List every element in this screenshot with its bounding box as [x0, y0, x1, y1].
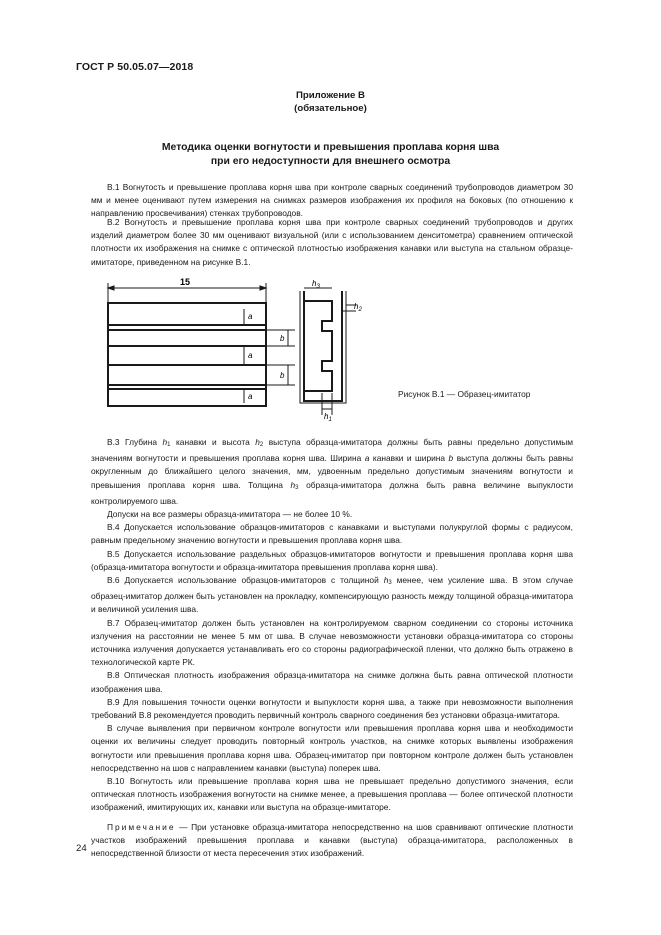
- dim-h3-label: $h_3$: [312, 279, 320, 290]
- paragraph-b7: В.7 Образец-имитатор должен быть установлен на контролируемом сварном соединении со стороны источника излучения на расстоянии не менее 5 мм от шва. В случае невозможности установки образца-имитатора со стороны источника излучения допускается устанавливать его со стороны радиографической пленки, что должно быть отражено в технологической карте РК.: [91, 617, 573, 668]
- paragraph-b3-tolerance: Допуски на все размеры образца-имитатора — не более 10 %.: [107, 509, 353, 520]
- paragraph-b1: В.1 Вогнутость и превышение проплава корня шва при контроле сварных соединений трубопроводов диаметром 30 мм и менее оценивают путем измерения на снимках размеров изображения их профиля на боковых (по отношению к направлению просвечивания) стенках трубопроводов.: [91, 182, 573, 219]
- dim-h2-label: $h_2$: [354, 302, 362, 313]
- paragraph-b5: В.5 Допускается использование раздельных образцов-имитаторов вогнутости и превышения проплава корня шва (образца-имитатора вогнутости и образца-имитатора превышения проплава корня шва).: [91, 548, 573, 572]
- document-header: ГОСТ Р 50.05.07—2018: [76, 61, 194, 73]
- figure-sample-simulator: [100, 273, 480, 423]
- note-paragraph: [91, 821, 573, 861]
- dim-h1-label: $h_1$: [324, 412, 332, 423]
- dim-a-label-2: a: [248, 351, 253, 360]
- paragraph-b9: В.9 Для повышения точности оценки вогнутости и выпуклости корня шва, а также при невозможности выполнения требований В.8 рекомендуется проводить первичный контроль сварного соединения без установки образца-имитатора.: [91, 696, 573, 721]
- note-text: — При установке образца-имитатора непосредственно на шов сравнивают оптические плотности участков изображений превышения проплава и канавки (выступа) образца-имитатора, расположенных в непосредственной близости от места пересечения этих изображений.: [91, 821, 573, 859]
- figure-caption: Рисунок В.1 — Образец-имитатор: [398, 389, 531, 399]
- paragraph-b4: В.4 Допускается использование образцов-имитаторов с канавками и выступами полукруглой формы с радиусом, равным предельному значению вогнутости и превышения проплава корня шва.: [91, 522, 573, 546]
- heading-line-2: при его недоступности для внешнего осмотра: [210, 155, 451, 167]
- annex-status: (обязательное): [294, 103, 367, 114]
- paragraph-b8: В.8 Оптическая плотность изображения образца-имитатора на снимке должна быть равна оптической плотности изображения шва.: [91, 670, 573, 694]
- paragraph-b10: В.10 Вогнутость или превышение проплава корня шва не превышает предельно допустимого значения, если оптическая плотность изображения вогнутости на снимке менее, а превышения проплава — более оптической плотности изображений, имитирующих их, канавки или выступа на образце-имитаторе.: [91, 776, 573, 813]
- paragraph-b3: В.3 Глубина $h_1$ канавки и высота $h_2$ выступа образца-имитатора должны быть равны предельно допустимым значениям вогнутости и превышения проплава корня шва. Ширина a канавки и ширина b выступа должны быть равны округленным до ближайшего целого значения, мм, удвоенным предельно допустимым значениям вогнутости и превышения проплава корня шва. Толщина $h_3$ образца-имитатора должна быть равна величине выпуклости контролируемого шва.: [91, 437, 574, 506]
- dim-15-label: 15: [179, 277, 191, 287]
- heading-line-1: Методика оценки вогнутости и превышения проплава корня шва: [161, 142, 500, 153]
- paragraph-b9-continued: В случае выявления при первичном контроле вогнутости или превышения проплава корня шва и необходимости оценки их величины следует проводить повторный контроль участков, на снимке которых выявлены изображения вогнутости или превышения проплава корня шва. Образец-имитатор при повторном контроле должен быть установлен непосредственно на шов с направлением канавки (выступа) поперек шва.: [91, 723, 573, 773]
- note-label: Примечание: [107, 821, 176, 832]
- dim-b-label-2: b: [280, 371, 285, 380]
- dim-a-label-3: a: [248, 392, 253, 401]
- section-heading: [0, 141, 661, 168]
- paragraphs-rest-block: [91, 436, 573, 860]
- paragraph-b2: В.2 Вогнутость и превышение проплава корня шва при контроле сварных соединений трубопроводов и других изделий диаметром более 30 мм оценивают визуальной (или с использованием денситометра) сравнением оптической плотности их изображения на снимке с оптической плотностью изображения канавки или выступа на стальном образце-имитаторе, приведенном на рисунке В.1.: [91, 217, 573, 267]
- paragraph-b6: В.6 Допускается использование образцов-имитаторов с толщиной $h_3$ менее, чем усиление шва. В этом случае образец-имитатор должен быть установлен на прокладку, компенсирующую разность между толщиной образца-имитатора и величиной усиления шва.: [91, 575, 573, 615]
- paragraph-b2-block: [91, 216, 573, 269]
- annex-title: Приложение В: [296, 90, 365, 101]
- paragraph-b1-block: [91, 181, 573, 221]
- dim-b-label-1: b: [280, 334, 285, 343]
- dim-a-label-1: a: [248, 312, 253, 321]
- page-number: 24: [76, 843, 87, 854]
